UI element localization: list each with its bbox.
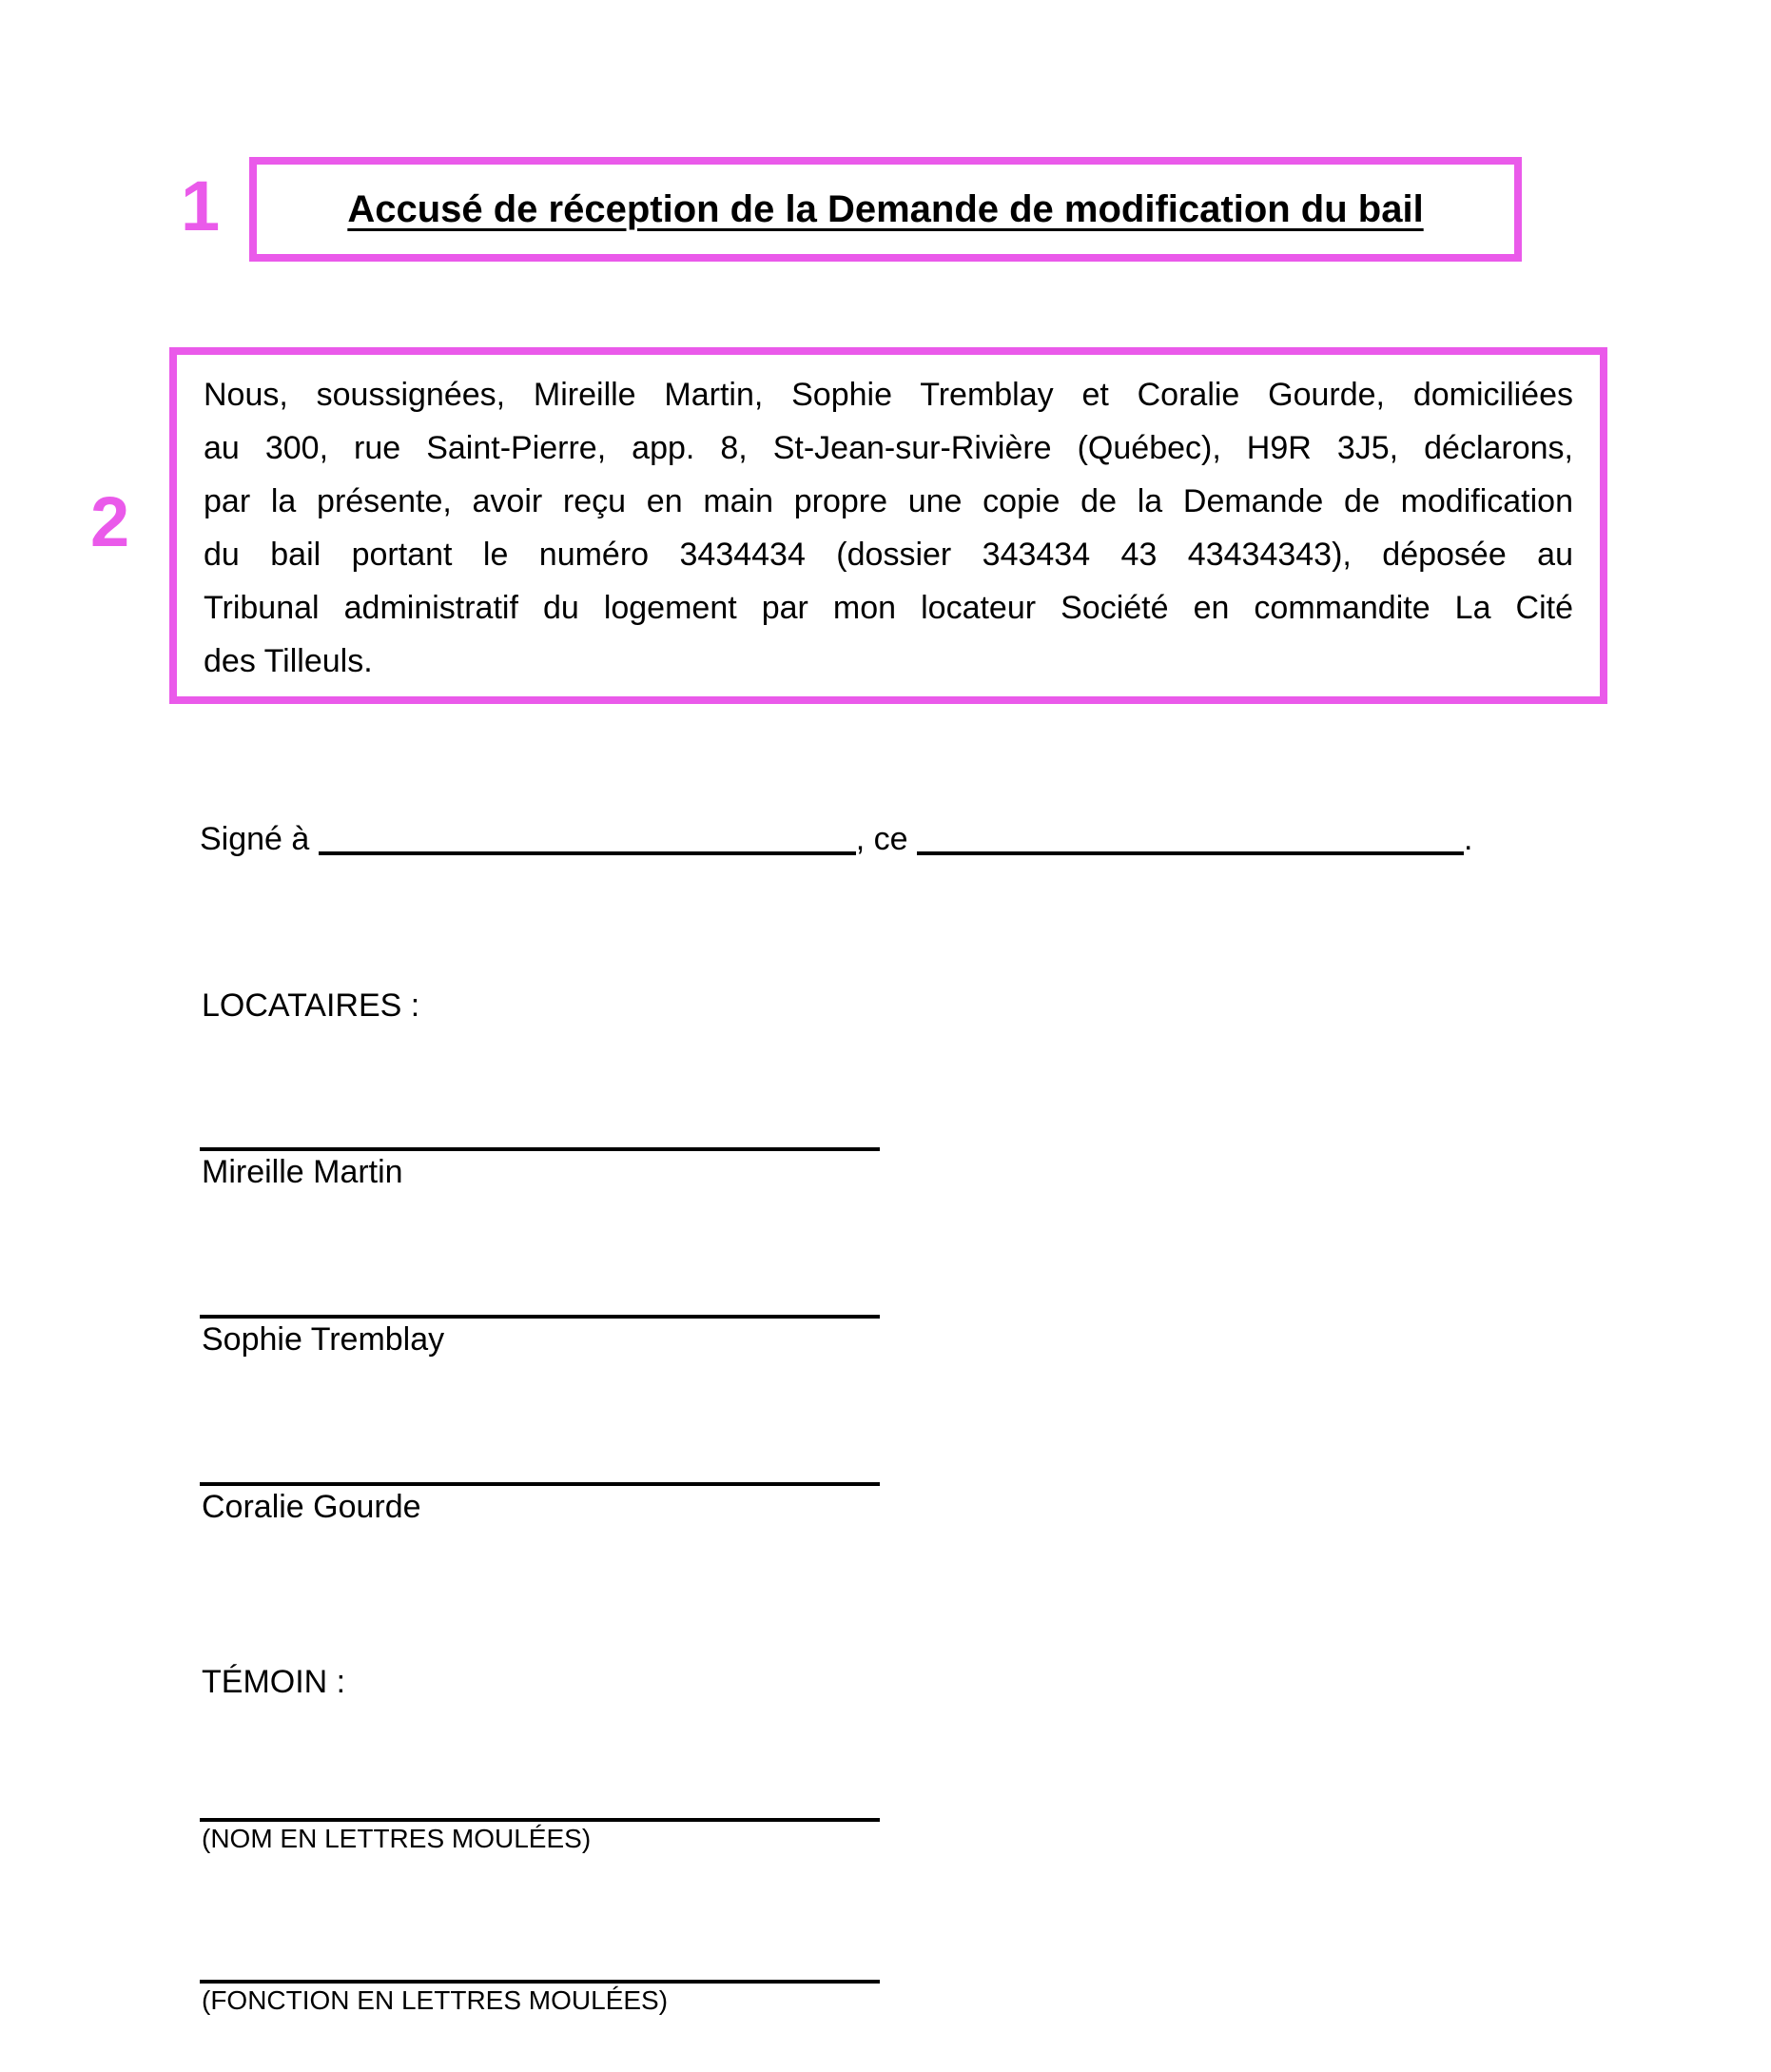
signed-at-terminator: . (1464, 821, 1473, 857)
signed-location-blank[interactable] (319, 851, 856, 855)
document-title: Accusé de réception de la Demande de modification du bail (347, 187, 1424, 230)
annotation-marker-2: 2 (90, 482, 130, 561)
signed-at-prefix: Signé à (200, 821, 319, 857)
declaration-line: des Tilleuls. (204, 643, 373, 679)
witness-name-line[interactable] (200, 1818, 880, 1822)
tenant-name: Sophie Tremblay (202, 1321, 445, 1358)
witness-section-label: TÉMOIN : (202, 1664, 346, 1700)
tenant-name: Mireille Martin (202, 1154, 403, 1190)
declaration-line: au 300, rue Saint-Pierre, app. 8, St-Jean-sur-Rivière (Québec), H9R 3J5, déclarons, (204, 430, 1573, 466)
tenant-signature-line[interactable] (200, 1315, 880, 1319)
witness-function-caption: (FONCTION EN LETTRES MOULÉES) (202, 1985, 669, 2015)
declaration-line: du bail portant le numéro 3434434 (dossier 343434 43 43434343), déposée au (204, 537, 1573, 573)
signed-date-blank[interactable] (917, 851, 1464, 855)
signed-at-row (200, 821, 1472, 858)
declaration-highlight-box (169, 347, 1607, 704)
tenant-signature-line[interactable] (200, 1482, 880, 1486)
tenant-name: Coralie Gourde (202, 1489, 421, 1525)
declaration-line: Nous, soussignées, Mireille Martin, Sophie Tremblay et Coralie Gourde, domiciliées (204, 377, 1573, 413)
tenants-section-label: LOCATAIRES : (202, 987, 420, 1024)
title-highlight-box (249, 157, 1522, 262)
declaration-line: Tribunal administratif du logement par mon locateur Société en commandite La Cité (204, 590, 1573, 626)
declaration-line: par la présente, avoir reçu en main propre une copie de la Demande de modification (204, 483, 1573, 519)
signed-at-separator: , ce (855, 821, 918, 857)
annotation-marker-1: 1 (181, 166, 221, 245)
witness-function-line[interactable] (200, 1980, 880, 1984)
witness-name-caption: (NOM EN LETTRES MOULÉES) (202, 1824, 592, 1853)
tenant-signature-line[interactable] (200, 1147, 880, 1151)
